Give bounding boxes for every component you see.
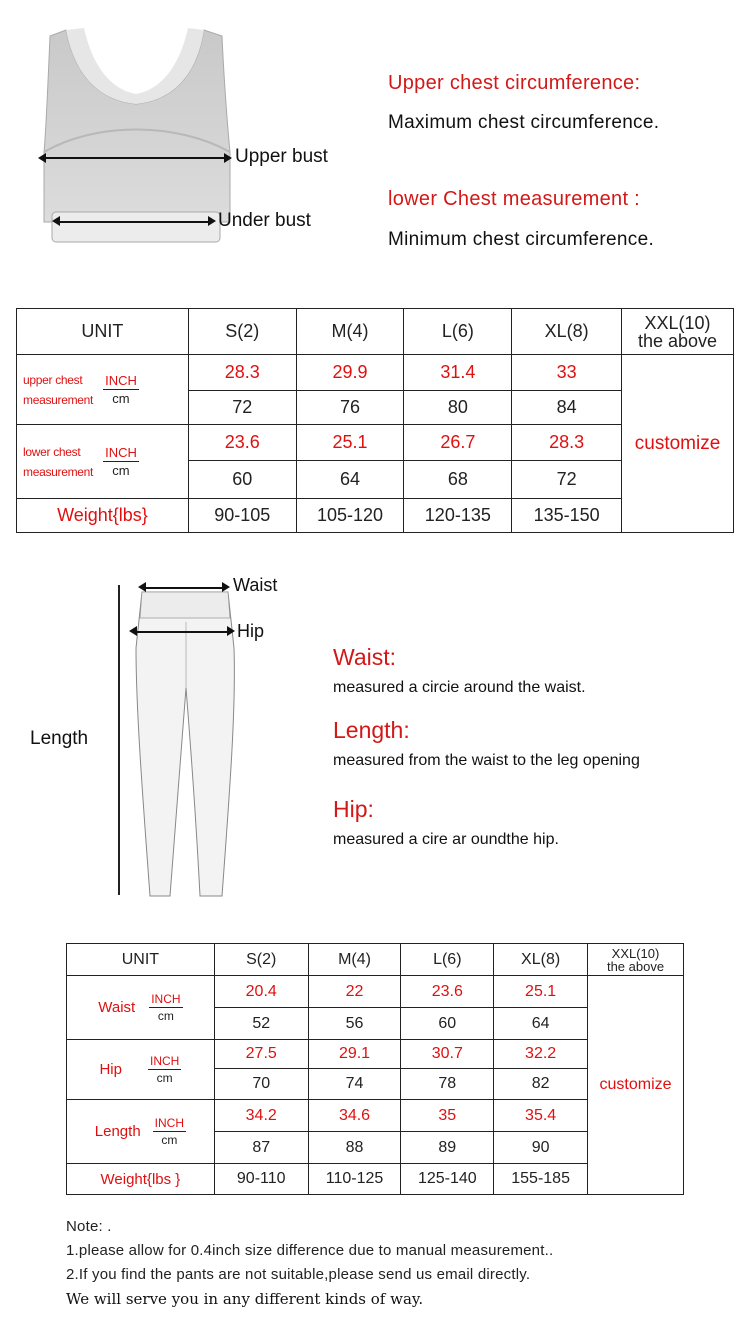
lower-cm-value: 68 bbox=[404, 461, 512, 499]
length-cm-value: 89 bbox=[401, 1132, 494, 1164]
hip-line bbox=[135, 631, 227, 633]
inch-label: INCH bbox=[154, 1116, 185, 1130]
lower-inch-value: 26.7 bbox=[404, 425, 512, 461]
waist-row-name: Waist bbox=[98, 999, 136, 1016]
unit-header: UNIT bbox=[67, 944, 215, 976]
waist-inch-value: 23.6 bbox=[401, 976, 494, 1008]
upper-chest-description: Maximum chest circumference. bbox=[388, 112, 660, 133]
weight-value: 120-135 bbox=[404, 499, 512, 533]
cm-label: cm bbox=[157, 1009, 174, 1023]
lower-cm-value: 72 bbox=[512, 461, 622, 499]
upper-bust-label: Upper bust bbox=[235, 146, 328, 167]
pants-size-table bbox=[66, 943, 684, 1195]
weight-value: 90-105 bbox=[188, 499, 296, 533]
waist-line bbox=[144, 587, 222, 589]
upper-inch-value: 29.9 bbox=[296, 355, 404, 391]
waist-inch-value: 25.1 bbox=[494, 976, 588, 1008]
length-line bbox=[118, 585, 120, 895]
sports-bra-drawing bbox=[36, 22, 236, 252]
upper-cm-value: 76 bbox=[296, 391, 404, 425]
customize-cell: customize bbox=[588, 976, 684, 1195]
unit-header: UNIT bbox=[17, 309, 189, 355]
note-line-1: 1.please allow for 0.4inch size difference due to manual measurement.. bbox=[66, 1242, 554, 1259]
waist-cm-value: 60 bbox=[401, 1008, 494, 1040]
hip-arrow-right bbox=[227, 626, 235, 636]
xxl-header bbox=[622, 309, 734, 355]
waist-inch-value: 22 bbox=[308, 976, 401, 1008]
upper-inch-value: 33 bbox=[512, 355, 622, 391]
length-row-label bbox=[67, 1100, 215, 1164]
hip-inch-value: 29.1 bbox=[308, 1040, 401, 1069]
note-line-3: We will serve you in any different kinds of way. bbox=[66, 1290, 424, 1308]
upper-chest-heading: Upper chest circumference: bbox=[388, 72, 641, 94]
length-cm-value: 90 bbox=[494, 1132, 588, 1164]
size-header: M(4) bbox=[296, 309, 404, 355]
xxl-header bbox=[588, 944, 684, 976]
table-header-row bbox=[67, 944, 684, 976]
unit-inch-cm bbox=[149, 992, 182, 1023]
length-inch-value: 35.4 bbox=[494, 1100, 588, 1132]
cm-label: cm bbox=[156, 1071, 173, 1085]
waist-row-label bbox=[67, 976, 215, 1040]
weight-value: 90-110 bbox=[214, 1164, 308, 1195]
waist-arrow-right bbox=[222, 582, 230, 592]
size-header: XL(8) bbox=[494, 944, 588, 976]
size-header: M(4) bbox=[308, 944, 401, 976]
size-header: L(6) bbox=[404, 309, 512, 355]
table-header-row bbox=[17, 309, 734, 355]
size-header: S(2) bbox=[214, 944, 308, 976]
unit-inch-cm bbox=[103, 445, 139, 478]
upper-chest-label-2: measurement bbox=[23, 392, 94, 407]
upper-bust-arrow-right bbox=[224, 152, 232, 163]
waist-cm-value: 56 bbox=[308, 1008, 401, 1040]
size-header: S(2) bbox=[188, 309, 296, 355]
leggings-illustration bbox=[130, 588, 240, 905]
leggings-drawing bbox=[130, 588, 240, 900]
hip-description: measured a cire ar oundthe hip. bbox=[333, 831, 559, 848]
lower-cm-value: 60 bbox=[188, 461, 296, 499]
table-row bbox=[17, 355, 734, 391]
unit-inch-cm bbox=[103, 373, 139, 406]
length-heading: Length: bbox=[333, 717, 410, 743]
hip-inch-value: 32.2 bbox=[494, 1040, 588, 1069]
cm-label: cm bbox=[112, 463, 130, 478]
cm-label: cm bbox=[161, 1133, 178, 1147]
upper-cm-value: 72 bbox=[188, 391, 296, 425]
unit-inch-cm bbox=[148, 1054, 181, 1085]
length-inch-value: 34.6 bbox=[308, 1100, 401, 1132]
length-row-name: Length bbox=[94, 1123, 141, 1140]
length-description: measured from the waist to the leg opening bbox=[333, 752, 640, 769]
hip-cm-value: 70 bbox=[214, 1069, 308, 1100]
hip-row-label bbox=[67, 1040, 215, 1100]
xxl-line2: the above bbox=[606, 958, 665, 974]
xxl-line2: the above bbox=[637, 330, 718, 351]
hip-cm-value: 82 bbox=[494, 1069, 588, 1100]
hip-heading: Hip: bbox=[333, 796, 374, 822]
upper-inch-value: 31.4 bbox=[404, 355, 512, 391]
under-bust-line bbox=[58, 221, 208, 223]
hip-cm-value: 78 bbox=[401, 1069, 494, 1100]
lower-inch-value: 28.3 bbox=[512, 425, 622, 461]
hip-inch-value: 30.7 bbox=[401, 1040, 494, 1069]
note-title: Note: . bbox=[66, 1218, 112, 1235]
bra-size-table bbox=[16, 308, 734, 533]
hip-row-name: Hip bbox=[99, 1061, 122, 1078]
xxl-line1: XXL(10) bbox=[644, 312, 711, 333]
customize-cell: customize bbox=[622, 355, 734, 533]
cm-label: cm bbox=[112, 391, 130, 406]
unit-inch-cm bbox=[153, 1116, 186, 1147]
under-bust-arrow-right bbox=[208, 216, 216, 226]
waist-label: Waist bbox=[233, 575, 278, 595]
upper-bust-line bbox=[44, 157, 224, 159]
waist-cm-value: 64 bbox=[494, 1008, 588, 1040]
note-line-2: 2.If you find the pants are not suitable,please send us email directly. bbox=[66, 1266, 531, 1283]
inch-label: INCH bbox=[151, 992, 181, 1006]
weight-value: 105-120 bbox=[296, 499, 404, 533]
length-cm-value: 88 bbox=[308, 1132, 401, 1164]
inch-label: INCH bbox=[149, 1054, 180, 1068]
size-header: L(6) bbox=[401, 944, 494, 976]
waist-heading: Waist: bbox=[333, 644, 397, 670]
inch-label: INCH bbox=[105, 373, 137, 388]
waist-inch-value: 20.4 bbox=[214, 976, 308, 1008]
waist-cm-value: 52 bbox=[214, 1008, 308, 1040]
upper-cm-value: 80 bbox=[404, 391, 512, 425]
upper-chest-label-1: upper chest bbox=[23, 372, 83, 387]
waist-description: measured a circie around the waist. bbox=[333, 679, 586, 696]
length-inch-value: 35 bbox=[401, 1100, 494, 1132]
table-row bbox=[67, 976, 684, 1008]
lower-chest-row-label bbox=[17, 425, 189, 499]
length-inch-value: 34.2 bbox=[214, 1100, 308, 1132]
lower-cm-value: 64 bbox=[296, 461, 404, 499]
inch-label: INCH bbox=[105, 445, 137, 460]
length-label: Length bbox=[30, 728, 89, 749]
hip-inch-value: 27.5 bbox=[214, 1040, 308, 1069]
upper-chest-row-label bbox=[17, 355, 189, 425]
weight-value: 110-125 bbox=[308, 1164, 401, 1195]
length-cm-value: 87 bbox=[214, 1132, 308, 1164]
hip-cm-value: 74 bbox=[308, 1069, 401, 1100]
weight-value: 135-150 bbox=[512, 499, 622, 533]
under-bust-label: Under bust bbox=[218, 210, 311, 231]
lower-inch-value: 25.1 bbox=[296, 425, 404, 461]
hip-label: Hip bbox=[237, 621, 265, 641]
weight-label: Weight{lbs} bbox=[17, 499, 189, 533]
lower-chest-description: Minimum chest circumference. bbox=[388, 229, 655, 250]
lower-inch-value: 23.6 bbox=[188, 425, 296, 461]
xxl-line1: XXL(10) bbox=[611, 945, 660, 961]
weight-value: 155-185 bbox=[494, 1164, 588, 1195]
lower-chest-heading: lower Chest measurement : bbox=[388, 188, 641, 210]
sports-bra-illustration bbox=[36, 22, 236, 252]
lower-chest-label-1: lower chest bbox=[23, 444, 81, 459]
lower-chest-label-2: measurement bbox=[23, 464, 94, 479]
weight-value: 125-140 bbox=[401, 1164, 494, 1195]
upper-inch-value: 28.3 bbox=[188, 355, 296, 391]
upper-cm-value: 84 bbox=[512, 391, 622, 425]
weight-label: Weight{lbs } bbox=[67, 1164, 215, 1195]
size-header: XL(8) bbox=[512, 309, 622, 355]
